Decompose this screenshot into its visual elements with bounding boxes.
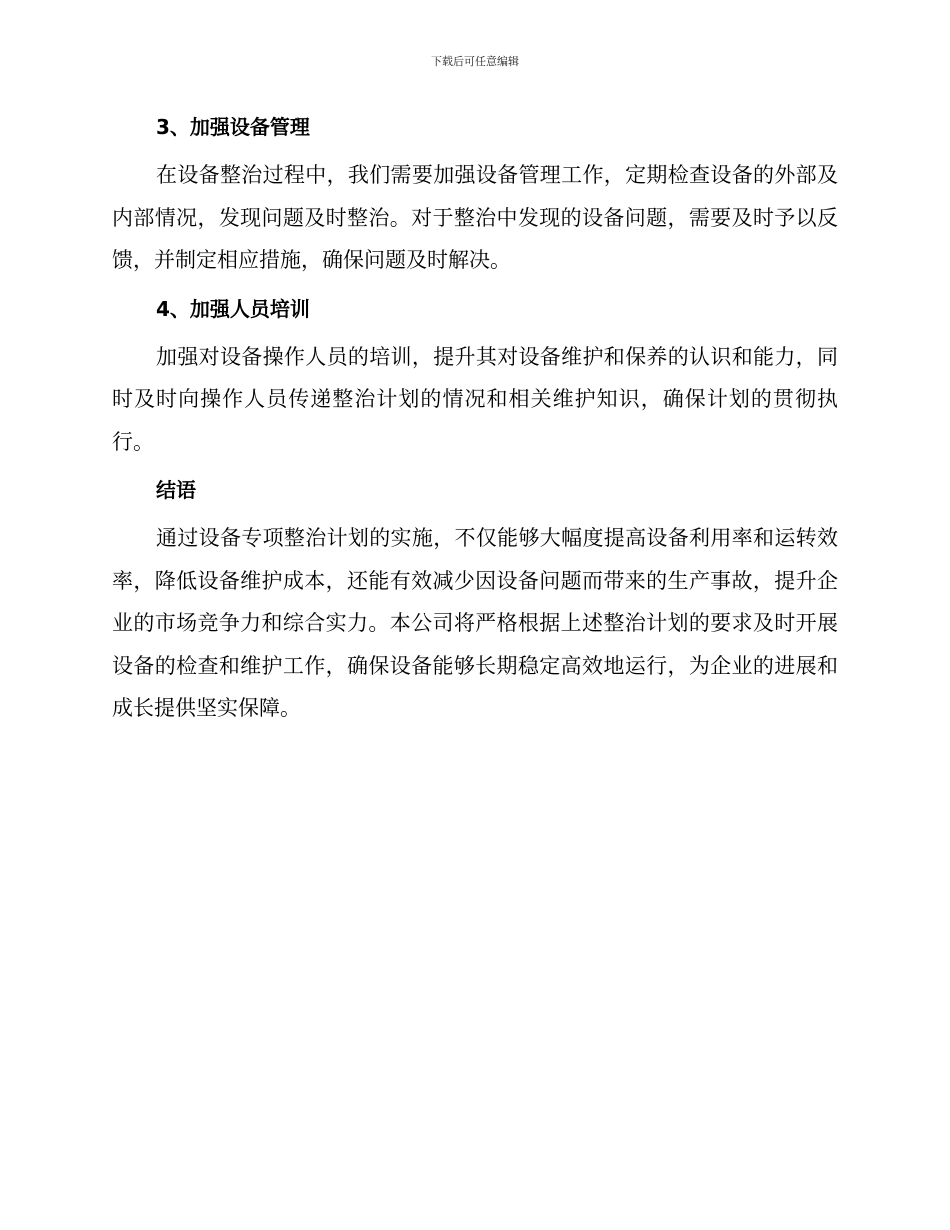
section-paragraph: 在设备整治过程中，我们需要加强设备管理工作，定期检查设备的外部及内部情况，发现问题及时整治。对于整治中发现的设备问题，需要及时予以反馈，并制定相应措施，确保问题及时解决。 — [112, 163, 838, 272]
document-body — [112, 110, 838, 740]
section-heading: 3、加强设备管理 — [156, 115, 310, 139]
section-paragraph: 通过设备专项整治计划的实施，不仅能够大幅度提高设备利用率和运转效率，降低设备维护成本，还能有效减少因设备问题而带来的生产事故，提升企业的市场竞争力和综合实力。本公司将严格根据上述整治计划的要求及时开展设备的检查和维护工作，确保设备能够长期稳定高效地运行，为企业的进展和成长提供坚实保障。 — [112, 526, 838, 720]
section-heading: 结语 — [156, 478, 196, 502]
section-heading: 4、加强人员培训 — [156, 296, 310, 321]
section-staff-training — [112, 292, 838, 464]
header-note: 下载后可任意编辑 — [431, 55, 519, 68]
section-conclusion — [112, 473, 838, 730]
section-equipment-management — [112, 110, 838, 282]
section-paragraph: 加强对设备操作人员的培训，提升其对设备维护和保养的认识和能力，同时及时向操作人员传递整治计划的情况和相关维护知识，确保计划的贯彻执行。 — [112, 344, 838, 454]
